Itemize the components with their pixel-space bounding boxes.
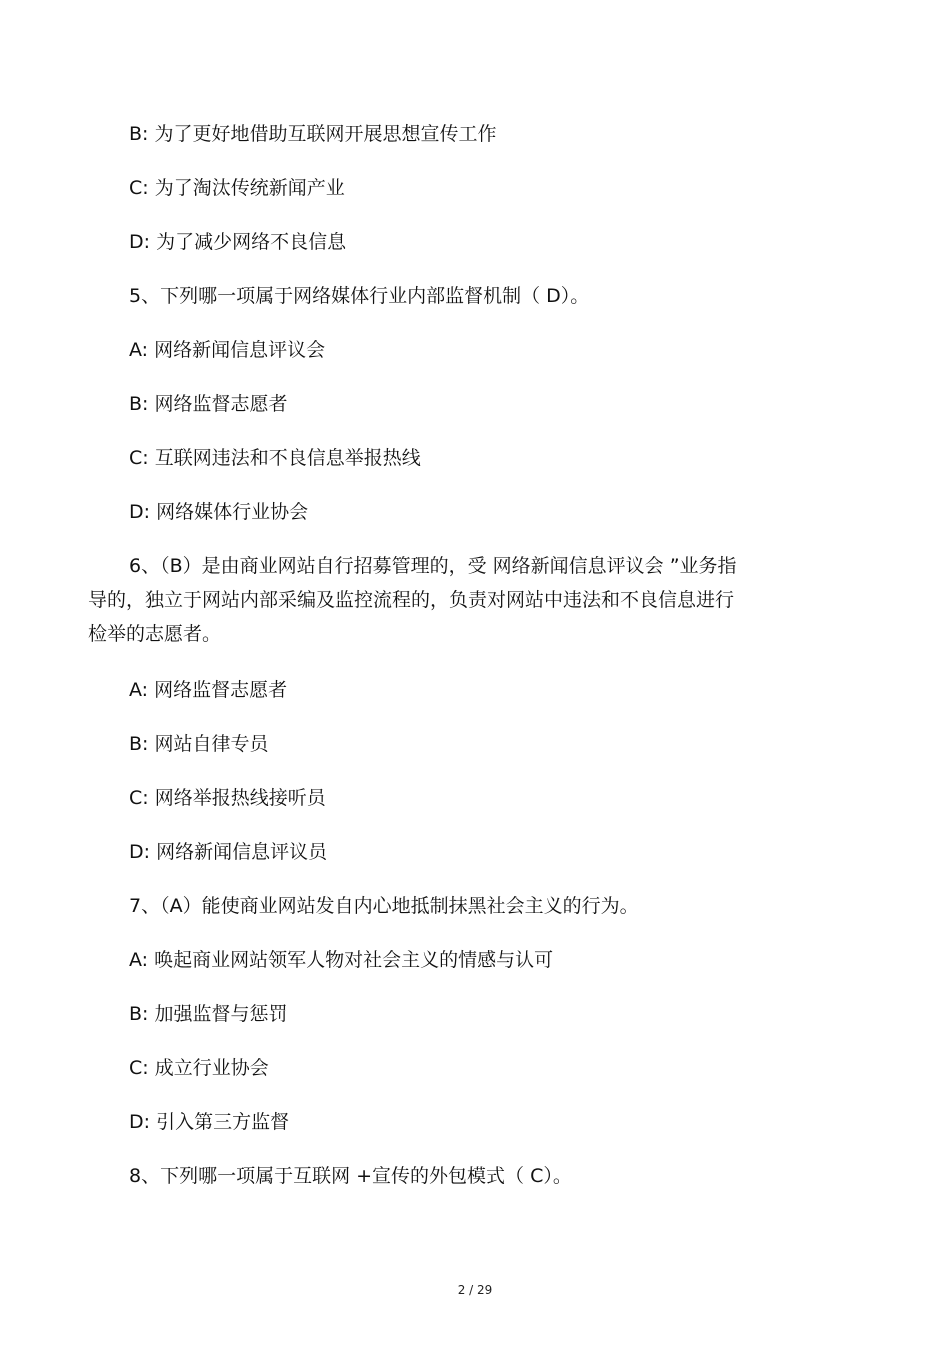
option-d-q6: D: 网络新闻信息评议员 (129, 841, 328, 863)
option-d-q7: D: 引入第三方监督 (129, 1111, 290, 1133)
option-c-q6: C: 网络举报热线接听员 (129, 787, 326, 809)
option-d-q4: D: 为了减少网络不良信息 (129, 231, 347, 253)
question-7: 7、（A）能使商业网站发自内心地抵制抹黑社会主义的行为。 (129, 895, 639, 917)
option-a-q6: A: 网络监督志愿者 (129, 679, 288, 701)
option-c-q5: C: 互联网违法和不良信息举报热线 (129, 447, 421, 469)
option-a-q5: A: 网络新闻信息评议会 (129, 339, 326, 361)
question-8: 8、下列哪一项属于互联网 +宣传的外包模式（ C）。 (129, 1165, 572, 1187)
question-6-line-3: 检举的志愿者。 (88, 623, 222, 645)
option-b-q6: B: 网站自律专员 (129, 733, 269, 755)
page-number: 2 / 29 (457, 1283, 493, 1297)
option-c-q7: C: 成立行业协会 (129, 1057, 269, 1079)
option-d-q5: D: 网络媒体行业协会 (129, 501, 309, 523)
question-6-line-1: 6、（B）是由商业网站自行招募管理的，受 网络新闻信息评议会 ”业务指 (129, 555, 737, 577)
question-5: 5、下列哪一项属于网络媒体行业内部监督机制（ D）。 (129, 285, 590, 307)
option-b-q4: B: 为了更好地借助互联网开展思想宣传工作 (129, 123, 497, 145)
question-6-line-2: 导的，独立于网站内部采编及监控流程的，负责对网站中违法和不良信息进行 (88, 589, 735, 611)
option-c-q4: C: 为了淘汰传统新闻产业 (129, 177, 345, 199)
option-b-q5: B: 网络监督志愿者 (129, 393, 288, 415)
option-b-q7: B: 加强监督与惩罚 (129, 1003, 288, 1025)
option-a-q7: A: 唤起商业网站领军人物对社会主义的情感与认可 (129, 949, 554, 971)
question-6 (88, 549, 848, 651)
